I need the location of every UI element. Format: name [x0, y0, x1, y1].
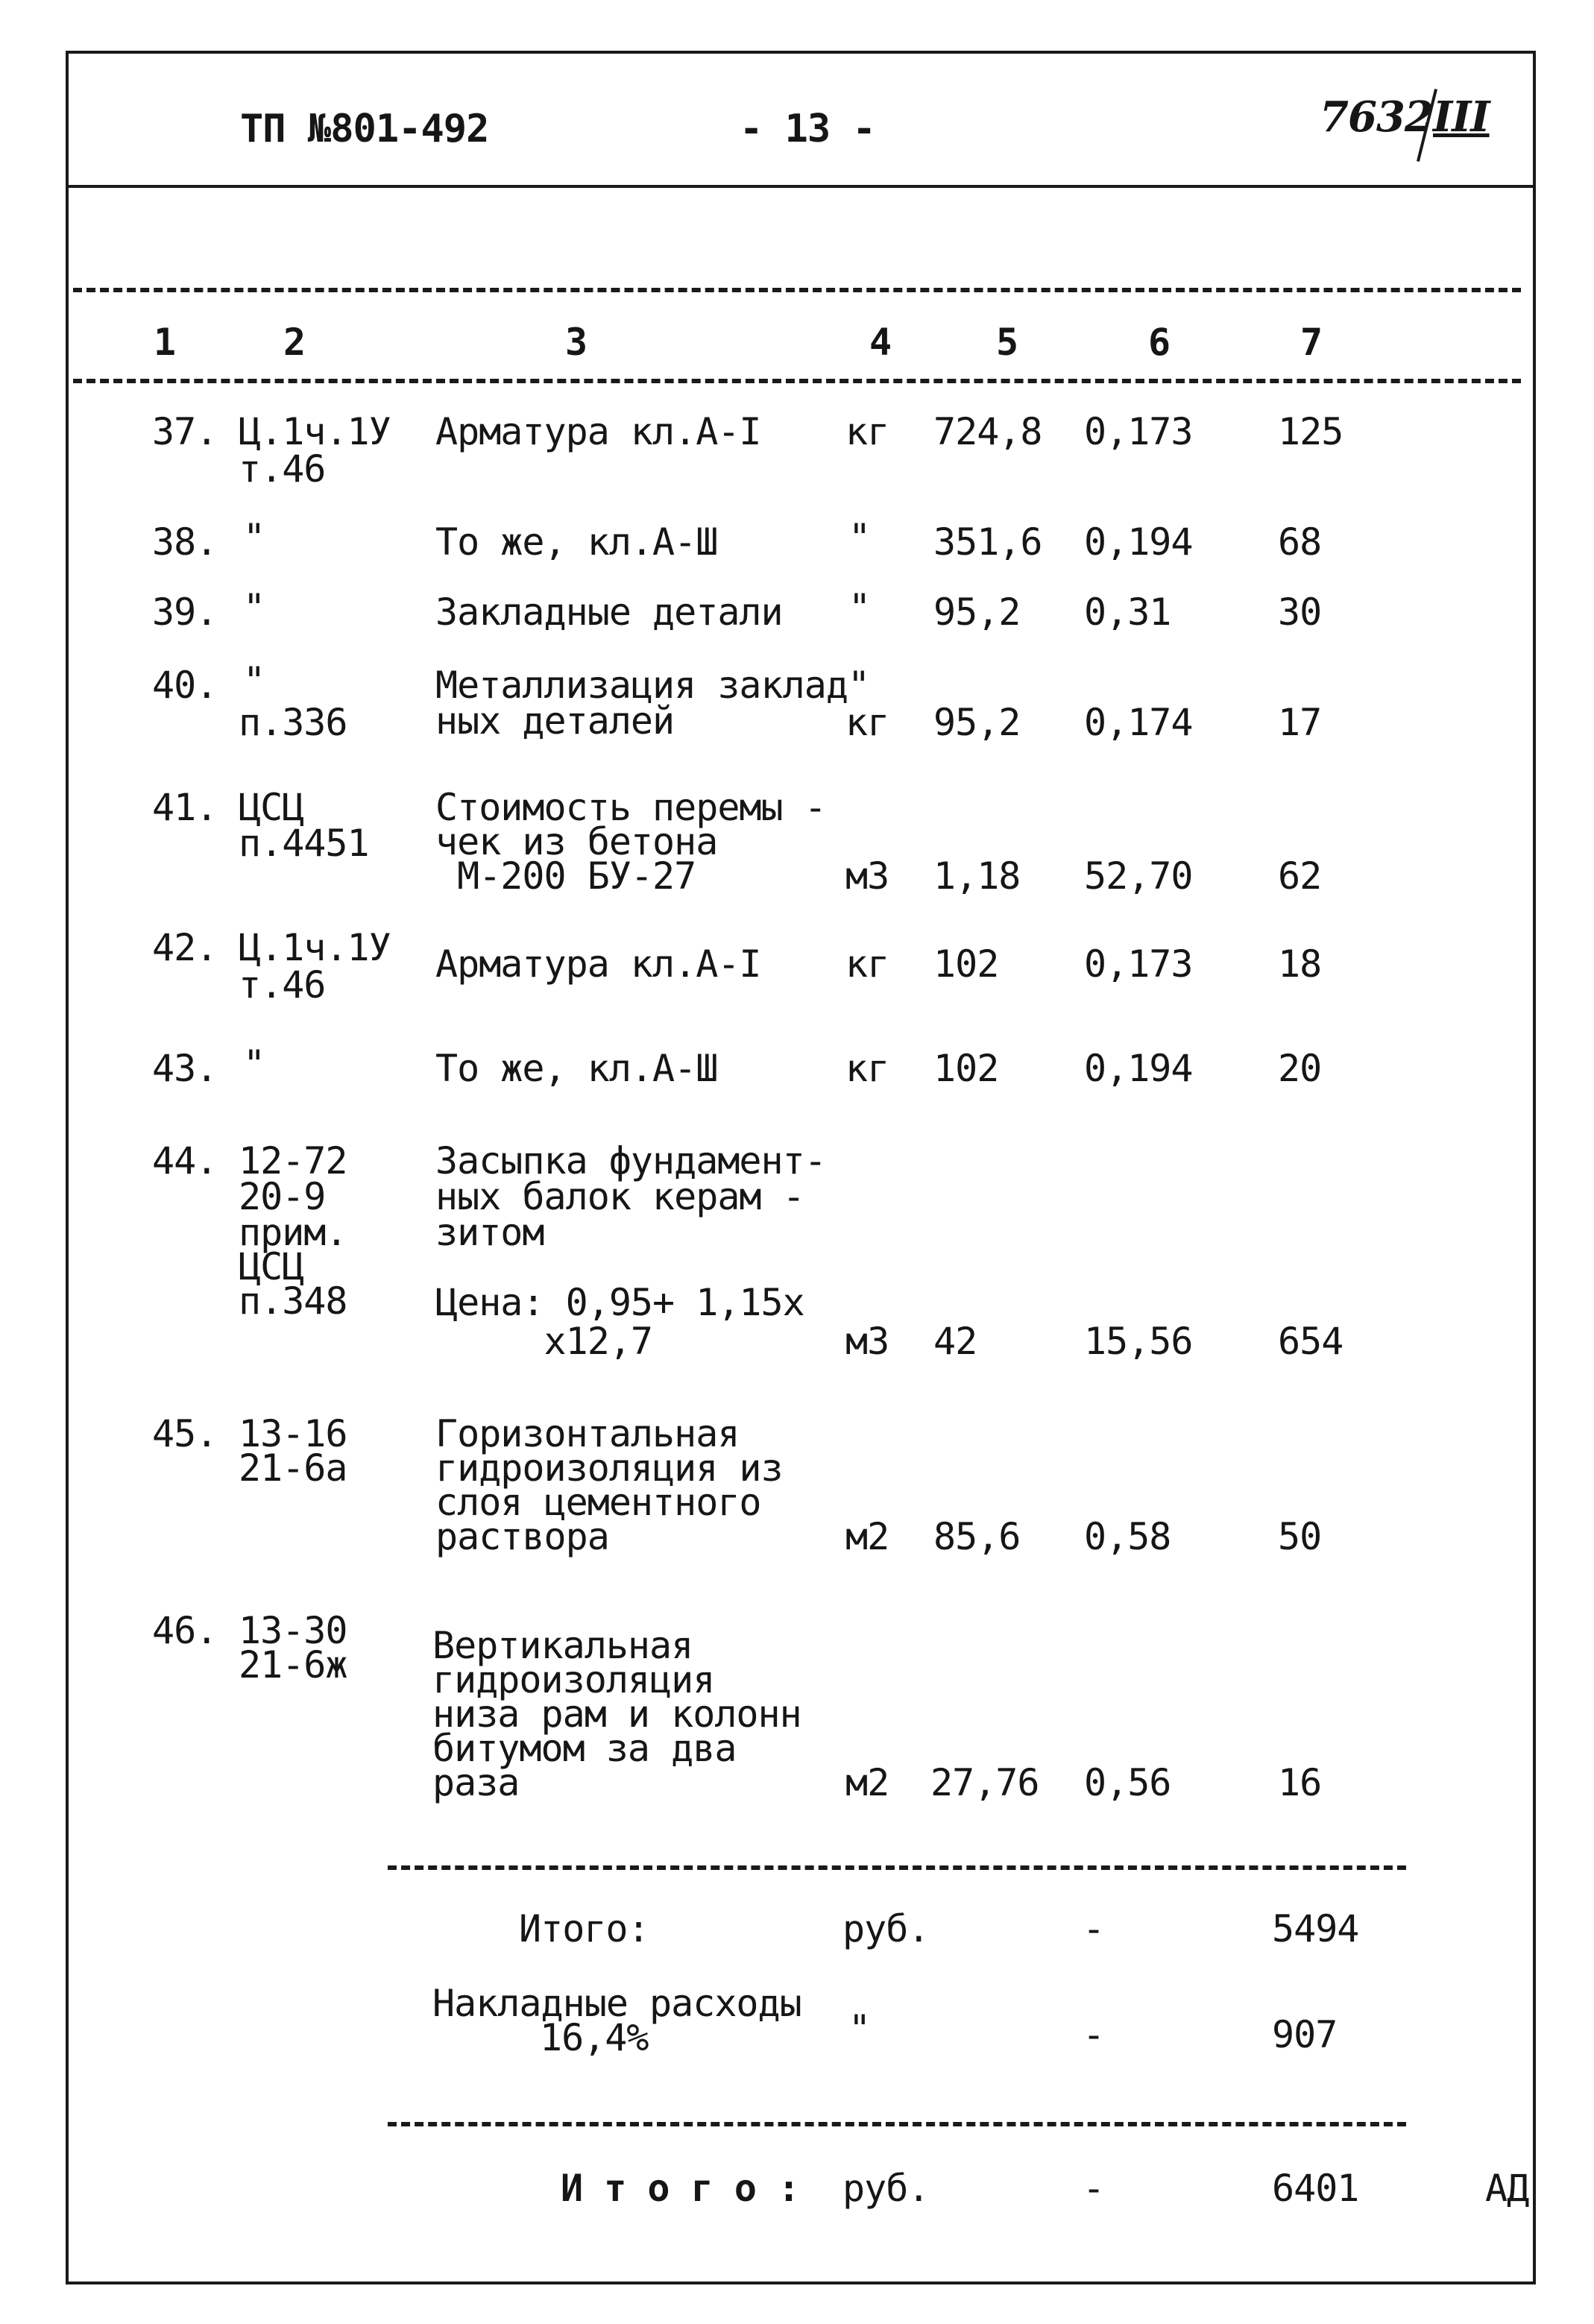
row-46-name: гидроизоляция [432, 1658, 715, 1701]
overhead-total: 907 [1272, 2013, 1338, 2056]
row-44-unit: м3 [845, 1320, 889, 1363]
row-44-name: Цена: 0,95+ 1,15х [435, 1281, 804, 1324]
row-45-price: 0,58 [1084, 1515, 1171, 1558]
row-46-ref: 13-30 [239, 1609, 347, 1652]
row-42-unit: кг [845, 942, 889, 986]
row-46-qty: 27,76 [930, 1761, 1039, 1804]
row-37-total: 125 [1278, 410, 1343, 453]
row-43-total: 20 [1278, 1047, 1322, 1090]
row-41-ref: п.4451 [239, 822, 369, 865]
row-41-qty: 1,18 [933, 854, 1021, 898]
archive-suffix: III [1433, 92, 1490, 142]
overhead-price: - [1083, 2013, 1105, 2056]
row-44-name: зитом [435, 1211, 544, 1254]
row-43-name: То же, кл.А-Ш [435, 1047, 718, 1090]
row-41-unit: м3 [845, 854, 889, 898]
col-header-5: 5 [996, 321, 1018, 364]
row-39-unit: " [848, 586, 871, 629]
row-37-no: 37. [152, 410, 218, 453]
row-38-total: 68 [1278, 520, 1322, 564]
row-46-name: Вертикальная [432, 1624, 693, 1667]
row-45-ref: 13-16 [239, 1412, 347, 1455]
row-45-name: гидроизоляция из [435, 1446, 783, 1490]
header-divider [66, 185, 1536, 188]
stamp-mark: АД [1485, 2167, 1529, 2210]
row-46-total: 16 [1278, 1761, 1322, 1804]
row-45-name: слоя цементного [435, 1481, 761, 1524]
row-38-name: То же, кл.А-Ш [435, 520, 718, 564]
row-40-qty: 95,2 [933, 701, 1021, 744]
row-37-price: 0,173 [1084, 410, 1193, 453]
subtotal-label: Итого: [519, 1907, 649, 1950]
row-39-price: 0,31 [1084, 591, 1171, 634]
overhead-label: 16,4% [540, 2016, 649, 2059]
row-45-name: раствора [435, 1515, 609, 1558]
col-header-4: 4 [869, 321, 892, 364]
row-42-qty: 102 [933, 942, 999, 986]
grand-total-price: - [1083, 2167, 1105, 2210]
table-header-rule [73, 379, 1521, 383]
row-38-price: 0,194 [1084, 520, 1193, 564]
row-44-ref: ЦСЦ [239, 1245, 304, 1288]
row-37-ref: т.46 [239, 447, 326, 491]
row-46-name: низа рам и колонн [432, 1692, 801, 1736]
row-45-total: 50 [1278, 1515, 1322, 1558]
row-43-qty: 102 [933, 1047, 999, 1090]
row-39-total: 30 [1278, 591, 1322, 634]
subtotal-unit: руб. [842, 1907, 930, 1950]
row-46-ref: 21-6ж [239, 1643, 347, 1687]
grand-total-label: И т о г о : [561, 2167, 800, 2210]
row-46-no: 46. [152, 1609, 218, 1652]
row-40-ref: " [243, 659, 265, 702]
row-42-name: Арматура кл.А-I [435, 942, 761, 986]
overhead-label: Накладные расходы [432, 1982, 801, 2025]
row-40-total: 17 [1278, 701, 1322, 744]
grand-total-rule [388, 2122, 1406, 2126]
row-45-name: Горизонтальная [435, 1412, 740, 1455]
row-40-name: Металлизация заклад" [435, 664, 870, 707]
row-45-qty: 85,6 [933, 1515, 1021, 1558]
row-37-qty: 724,8 [933, 410, 1042, 453]
row-39-qty: 95,2 [933, 591, 1021, 634]
row-43-no: 43. [152, 1047, 218, 1090]
row-45-no: 45. [152, 1412, 218, 1455]
row-41-name: М-200 БУ-27 [435, 854, 696, 898]
row-39-name: Закладные детали [435, 591, 783, 634]
doc-code: ТП №801-492 [240, 107, 489, 151]
row-44-name: ных балок керам - [435, 1175, 804, 1218]
col-header-6: 6 [1148, 321, 1171, 364]
subtotal-rule [388, 1865, 1406, 1870]
row-44-no: 44. [152, 1139, 218, 1183]
page-number: - 13 - [740, 107, 875, 151]
row-41-price: 52,70 [1084, 854, 1193, 898]
row-43-price: 0,194 [1084, 1047, 1193, 1090]
row-43-unit: кг [845, 1047, 889, 1090]
table-top-rule [73, 288, 1521, 292]
row-46-name: раза [432, 1761, 520, 1804]
row-44-ref: прим. [239, 1211, 347, 1254]
overhead-unit: " [848, 2007, 871, 2050]
row-41-name: чек из бетона [435, 820, 718, 863]
row-40-no: 40. [152, 664, 218, 707]
row-40-name: ных деталей [435, 699, 675, 743]
row-41-no: 41. [152, 786, 218, 829]
row-44-qty: 42 [933, 1320, 977, 1363]
col-header-1: 1 [154, 321, 176, 364]
row-42-ref: Ц.1ч.1У [239, 926, 391, 969]
row-40-ref: п.336 [239, 701, 347, 744]
row-44-name: х12,7 [435, 1320, 653, 1363]
row-41-total: 62 [1278, 854, 1322, 898]
col-header-3: 3 [565, 321, 587, 364]
row-45-ref: 21-6а [239, 1446, 347, 1490]
grand-total-unit: руб. [842, 2167, 930, 2210]
row-41-name: Стоимость перемы - [435, 786, 826, 829]
row-38-qty: 351,6 [933, 520, 1042, 564]
row-40-price: 0,174 [1084, 701, 1193, 744]
row-38-no: 38. [152, 520, 218, 564]
row-43-ref: " [243, 1042, 265, 1086]
row-37-unit: кг [845, 410, 889, 453]
row-46-name: битумом за два [432, 1727, 737, 1770]
subtotal-price: - [1083, 1907, 1105, 1950]
row-46-unit: м2 [845, 1761, 889, 1804]
row-42-ref: т.46 [239, 963, 326, 1007]
row-39-no: 39. [152, 591, 218, 634]
grand-total-total: 6401 [1272, 2167, 1359, 2210]
row-42-no: 42. [152, 926, 218, 969]
row-39-ref: " [243, 586, 265, 629]
row-41-ref: ЦСЦ [239, 786, 304, 829]
row-37-name: Арматура кл.А-I [435, 410, 761, 453]
row-44-price: 15,56 [1084, 1320, 1193, 1363]
row-38-ref: " [243, 516, 265, 559]
archive-number: 7632 [1320, 92, 1433, 142]
row-44-ref: 12-72 [239, 1139, 347, 1183]
row-44-ref: п.348 [239, 1279, 347, 1323]
row-42-total: 18 [1278, 942, 1322, 986]
row-40-unit: кг [845, 701, 889, 744]
row-44-name: Засыпка фундамент- [435, 1139, 826, 1183]
col-header-7: 7 [1300, 321, 1323, 364]
row-46-price: 0,56 [1084, 1761, 1171, 1804]
row-38-unit: " [848, 516, 871, 559]
subtotal-total: 5494 [1272, 1907, 1359, 1950]
row-37-ref: Ц.1ч.1У [239, 410, 391, 453]
col-header-2: 2 [283, 321, 306, 364]
row-44-total: 654 [1278, 1320, 1343, 1363]
row-44-ref: 20-9 [239, 1175, 326, 1218]
row-45-unit: м2 [845, 1515, 889, 1558]
row-42-price: 0,173 [1084, 942, 1193, 986]
